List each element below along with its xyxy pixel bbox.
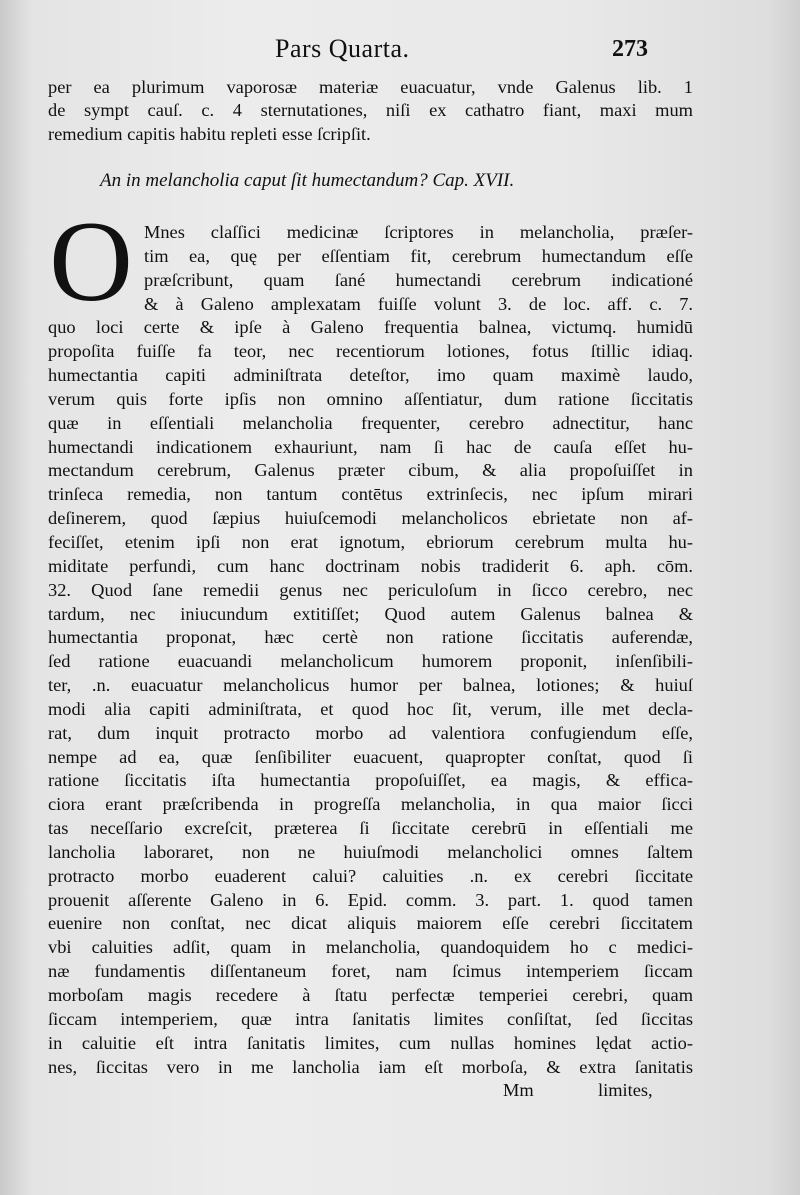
text-line: & à Galeno amplexatam fuiſſe volunt 3. de loc. aff. c. 7. [144,293,693,314]
text-line: prouenit aſſerente Galeno in 6. Epid. comm. 3. part. 1. quod tamen [48,889,693,910]
text-line: protracto morbo euaderent calui? caluities .n. ex cerebri ſiccitate [48,865,693,886]
chapter-body [48,221,693,1079]
text-line: ciora erant præſcribenda in progreſſa melancholia, in qua maior ſicci [48,794,693,815]
chapter-heading: An in melancholia caput ſit humectandum? Cap. XVII. [100,170,515,191]
text-line: humectandi indicationem exhauriunt, nam ſi hac de cauſa eſſet hu- [48,436,693,457]
text-line: tardum, nec iniucundum extitiſſet; Quod autem Galenus balnea & [48,603,693,624]
text-line: lancholia laboraret, non ne huiuſmodi melancholici omnes ſaltem [48,841,693,862]
text-line: Mnes claſſici medicinæ ſcriptores in melancholia, præſer- [144,222,693,242]
text-line: næ fundamentis diſſentaneum foret, nam ſcimus intemperiem ſiccam [48,961,693,982]
text-line: per ea plurimum vaporosæ materiæ euacuatur, vnde Galenus lib. 1 [48,77,693,97]
text-line: quo loci certe & ipſe à Galeno frequentia balnea, victumq. humidū [48,317,693,338]
text-line: verum quis forte ipſis non omnino aſſentiatur, dum ratione ſiccitatis [48,388,693,409]
text-line: humectantia capiti adminiſtrata deteſtor, imo quam maximè laudo, [48,365,693,386]
text-line: præſcribunt, quam ſané humectandi cerebrum indicationé [144,269,693,290]
text-line: nes, ſiccitas vero in me lancholia iam eſt morboſa, & extra ſanitatis [48,1056,693,1077]
text-line: in caluitie eſt intra ſanitatis limites, cum nullas homines lędat actio- [48,1032,693,1053]
text-line: quæ in eſſentiali melancholia frequenter, cerebro adnectitur, hanc [48,412,693,433]
text-line: morboſam magis recedere à ſtatu perfectæ temperiei cerebri, quam [48,985,693,1005]
text-line: modi alia capiti adminiſtrata, et quod hoc ſit, verum, ille met decla- [48,698,693,719]
text-line: trinſeca remedia, non tantum contētus extrinſecis, nec ipſum mirari [48,484,693,505]
text-line: tim ea, quę per eſſentiam fit, cerebrum humectandum eſſe [144,245,693,266]
text-line: 32. Quod ſane remedii genus nec periculoſum in ſicco cerebro, nec [48,579,693,600]
text-line: ratione ſiccitatis iſta humectantia propoſuiſſet, ea magis, & effica- [48,770,693,791]
text-line: humectantia proponat, hæc certè non ratione ſiccitatis auferendæ, [48,627,693,648]
catchword: limites, [598,1080,653,1100]
page-number: 273 [612,36,648,62]
text-line: de sympt cauſ. c. 4 sternutationes, niſi ex cathatro fiant, maxi mum [48,100,693,121]
text-line: ſiccam intemperiem, quæ intra ſanitatis limites conſiſtat, ſed ſiccitas [48,1008,693,1029]
text-line: euenire non conſtat, nec dicat aliquis maiorem eſſe cerebri ſiccitatem [48,913,693,934]
text-line: remedium capitis habitu repleti esse ſcripſit. [48,123,371,144]
page-header [0,34,800,74]
signature-mark: Mm [503,1080,534,1100]
text-line: rat, dum inquit protracto morbo ad valentiora confugiendum eſſe, [48,722,693,743]
text-line: feciſſet, etenim ipſi non erat ignotum, ebriorum cerebrum multa hu- [48,531,693,552]
preceding-paragraph [48,76,693,146]
text-line: nempe ad ea, quæ ſenſibiliter euacuent, quapropter conſtat, quod ſi [48,746,693,767]
text-line: propoſita fuiſſe fa teor, nec recentiorum lotiones, fotus ſtillic idiaq. [48,341,693,362]
text-line: mectandum cerebrum, Galenus præter cibum, & alia propoſuiſſet in [48,460,693,481]
text-line: tas neceſſario excreſcit, præterea ſi ſiccitate cerebrū in eſſentiali me [48,818,693,839]
running-title: Pars Quarta. [275,34,410,63]
text-line: ter, .n. euacuatur melancholicus humor per balnea, lotiones; & huiuſ [48,675,693,696]
text-line: vbi caluities adſit, quam in melancholia, quandoquidem ho c medici- [48,937,693,958]
text-line: ſed ratione euacuandi melancholicum humorem proponit, inſenſibili- [48,651,693,672]
text-line: miditate perfundi, cum hanc doctrinam nobis tradiderit 6. aph. cōm. [48,555,693,576]
drop-cap: O [49,198,133,326]
text-line: deſinerem, quod ſæpius huiuſcemodi melancholicos ebrietate non af- [48,508,693,529]
